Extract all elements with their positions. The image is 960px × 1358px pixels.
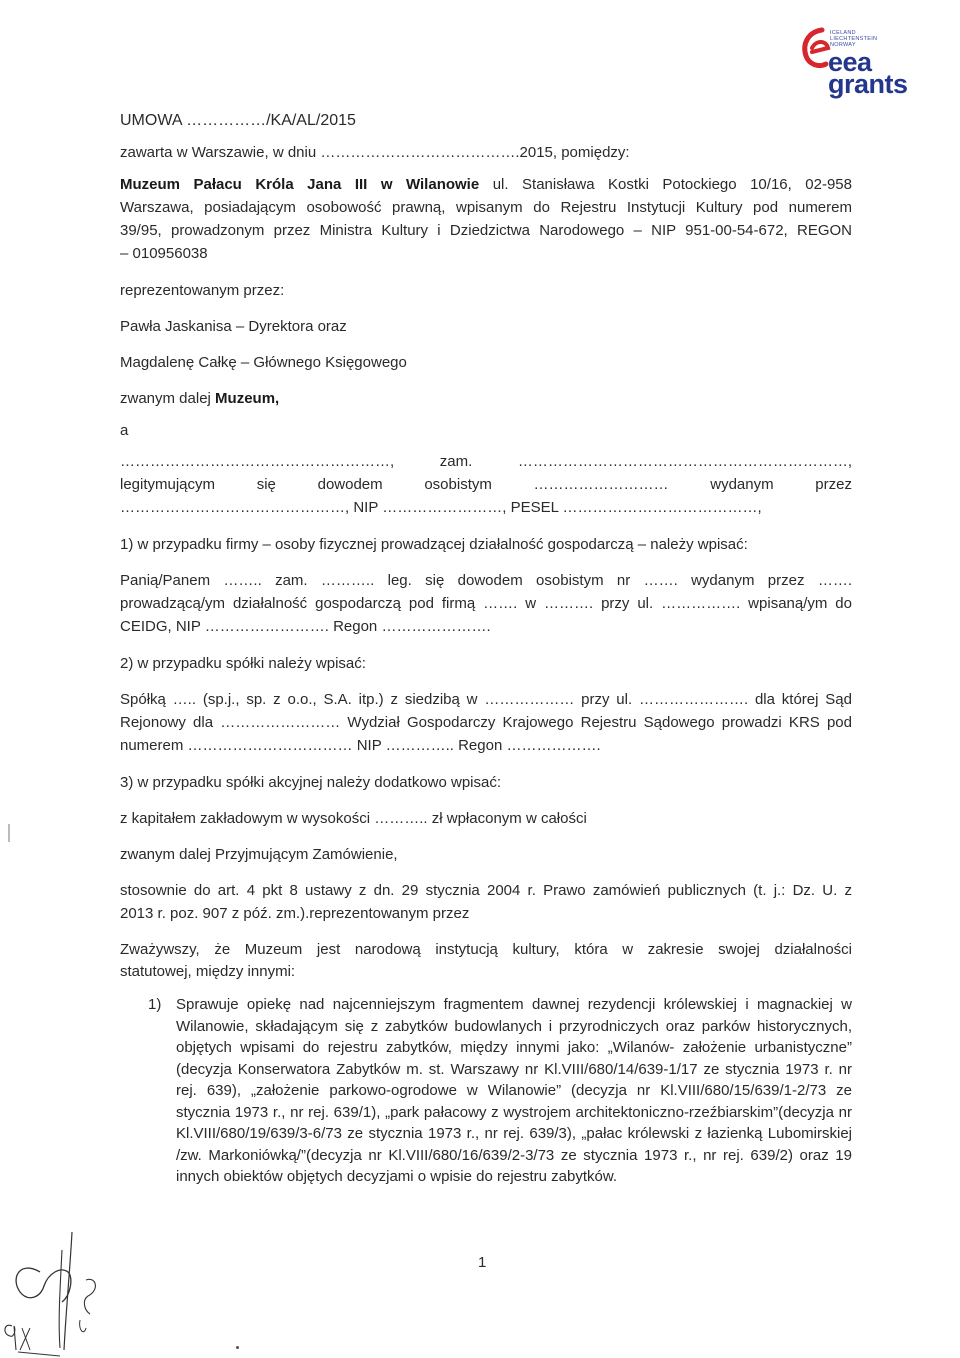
- case-2-line-1: Spółką ….. (sp.j., sp. z o.o., S.A. itp.) z siedzibą w ……………… przy ul. …………………. dla której Sąd: [120, 691, 852, 708]
- case-1-line-3: CEIDG, NIP ……………………. Regon ………………….: [120, 618, 491, 635]
- page-number: 1: [478, 1254, 487, 1271]
- whereas-line-2: statutowej, między innymi:: [120, 963, 296, 980]
- logo-word-eea: eea: [828, 47, 872, 77]
- museum-line-2: Warszawa, posiadającym osobowość prawną, wpisanym do Rejestru Instytucji Kultury pod numerem: [120, 199, 852, 216]
- party-line-3: ………………………………………, NIP ……………………, PESEL …………………………………,: [120, 499, 762, 516]
- contract-title: UMOWA ……………/KA/AL/2015: [120, 112, 356, 129]
- party-line-1: ………………………………………………, zam. …………………………………………………………,: [120, 453, 852, 470]
- date-line: zawarta w Warszawie, w dniu ………………………………….2015, pomiędzy:: [120, 144, 630, 161]
- whereas-line-1: Zważywszy, że Muzeum jest narodową instytucją kultury, która w zakresie swojej działalności: [120, 941, 852, 958]
- called-museum: zwanym dalej Muzeum,: [120, 390, 280, 407]
- logo-word-grants: grants: [828, 69, 908, 99]
- list-item: [148, 994, 852, 1188]
- logo-countries: ICELAND LIECHTENSTEIN NORWAY: [830, 30, 878, 48]
- party-line-2: legitymującym się dowodem osobistym ……………………… wydanym przez: [120, 476, 852, 493]
- law-line-1: stosownie do art. 4 pkt 8 ustawy z dn. 29 stycznia 2004 r. Prawo zamówień publicznych (t. j.: Dz. U. z: [120, 882, 852, 899]
- museum-line-1: Muzeum Pałacu Króla Jana III w Wilanowie ul. Stanisława Kostki Potockiego 10/16, 02-958: [120, 176, 852, 193]
- list-item-number: 1): [148, 996, 162, 1013]
- case-2-line-3: numerem …………………………… NIP ………….. Regon ……………….: [120, 737, 601, 754]
- handwritten-initials-signature: [0, 1210, 130, 1358]
- called-ordering-party: zwanym dalej Przyjmującym Zamówienie,: [120, 846, 398, 863]
- representative-1: Pawła Jaskanisa – Dyrektora oraz: [120, 318, 347, 335]
- case-2-heading: 2) w przypadku spółki należy wpisać:: [120, 655, 366, 672]
- representative-2: Magdalenę Całkę – Głównego Księgowego: [120, 354, 407, 371]
- scan-edge-mark: [8, 824, 10, 842]
- museum-line-4: – 010956038: [120, 245, 208, 262]
- museum-line-3: 39/95, prowadzonym przez Ministra Kultury i Dziedzictwa Narodowego – NIP 951-00-54-672, REGON: [120, 222, 852, 239]
- represented-by: reprezentowanym przez:: [120, 282, 285, 299]
- case-3-heading: 3) w przypadku spółki akcyjnej należy dodatkowo wpisać:: [120, 774, 502, 791]
- case-1-line-1: Panią/Panem …….. zam. ……….. leg. się dowodem osobistym nr ……. wydanym przez …….: [120, 572, 852, 589]
- list-item-text: Sprawuje opiekę nad najcenniejszym fragmentem dawnej rezydencji królewskiej i magnackiej w Wilanowie, składającym się z zabytków budowlanych i przyrodniczych oraz parków historycznych, objętych wpisami do rejestru zabytków, między innymi jako: „Wilanów- założenie urbanistyczne” (decyzja Konserwatora Zabytków m. st. Warszawy nr Kl.VIII/680/14/639-1/17 ze stycznia 1973 r. nr rej. 639), „założenie parkowo-ogrodowe w Wilanowie” (decyzja nr Kl.VIII/680/15/639/1-2/73 ze stycznia 1973 r., nr rej. 639/1), „park pałacowy z wystrojem architektoniczno-rzeźbiarskim”(decyzja nr Kl.VIII/680/19/639/3-6/73 ze stycznia 1973 r., nr rej. 639/3), „pałac królewski z łazienką Lubomirskiej /zw. Markoniówką/”(decyzja nr Kl.VIII/680/16/639/2-3/73 ze stycznia 1973 r., nr rej. 639/2) oraz 19 innych obiektów objętych decyzjami o wpisie do rejestru zabytków.: [176, 996, 852, 1185]
- law-line-2: 2013 r. poz. 907 z póź. zm.).reprezentowanym przez: [120, 905, 470, 922]
- case-1-heading: 1) w przypadku firmy – osoby fizycznej prowadzącej działalność gospodarczą – należy wpisać:: [120, 536, 748, 553]
- scan-speck: [236, 1346, 239, 1349]
- case-2-line-2: Rejonowy dla …………………… Wydział Gospodarczy Krajowego Rejestru Sądowego prowadzi KRS pod: [120, 714, 852, 731]
- museum-name: Muzeum Pałacu Króla Jana III w Wilanowie: [120, 176, 480, 193]
- and-word: a: [120, 422, 129, 439]
- eea-grants-logo: [800, 22, 910, 102]
- capital-line: z kapitałem zakładowym w wysokości ……….. zł wpłaconym w całości: [120, 810, 587, 827]
- case-1-line-2: prowadzącą/ym działalność gospodarczą pod firmą ……. w ………. przy ul. ……………. wpisaną/ym do: [120, 595, 852, 612]
